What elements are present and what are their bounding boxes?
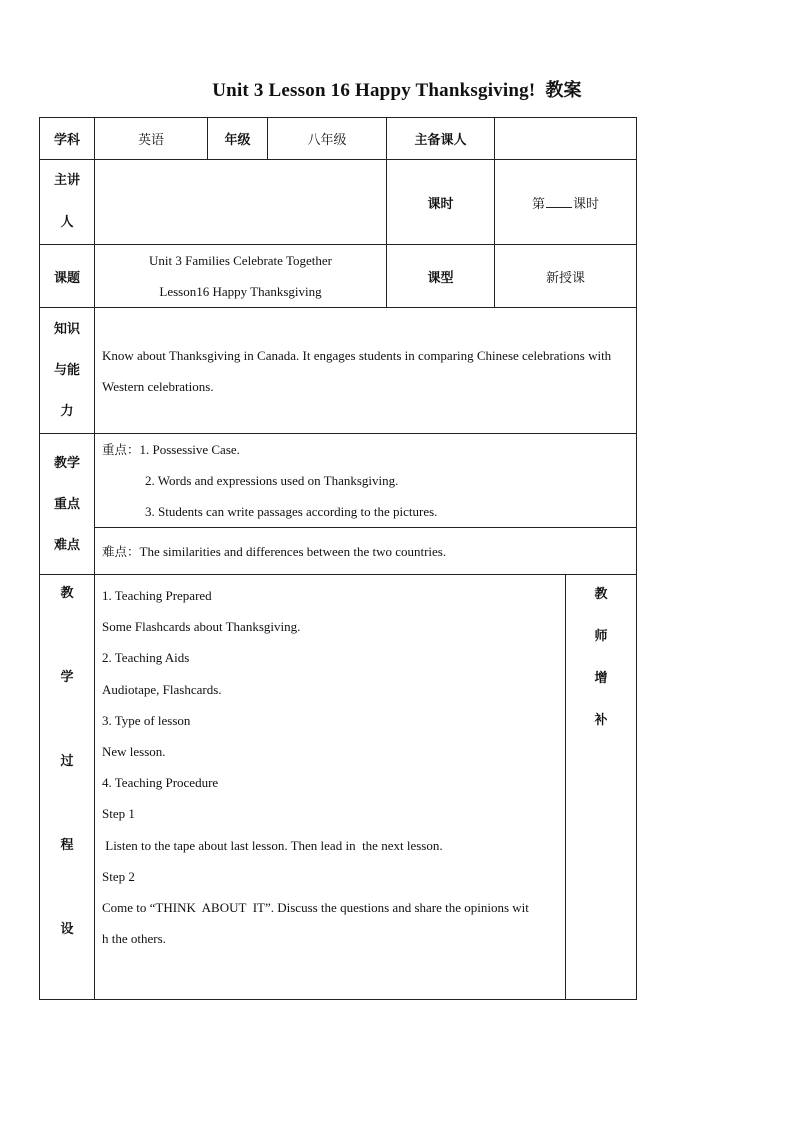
knowledge-label-line2: 与能 bbox=[53, 363, 80, 378]
knowledge-label-line3: 力 bbox=[60, 404, 74, 419]
knowledge-label bbox=[40, 308, 95, 434]
teacher-supplement-label bbox=[566, 575, 637, 1000]
key-point-1 bbox=[102, 434, 636, 465]
focus-label-line3: 难点 bbox=[53, 537, 80, 553]
title-english: Unit 3 Lesson 16 Happy Thanksgiving! bbox=[212, 80, 536, 101]
focus-label-line2: 重点 bbox=[53, 496, 80, 512]
process-label bbox=[40, 575, 95, 1000]
row-topic bbox=[40, 245, 637, 308]
process-line: 4. Teaching Procedure bbox=[102, 775, 219, 791]
lecturer-label-line2: 人 bbox=[60, 215, 74, 230]
period-blank bbox=[546, 195, 572, 208]
focus-label bbox=[40, 434, 95, 575]
page-title bbox=[0, 76, 794, 102]
lesson-plan-table bbox=[39, 117, 637, 1000]
preparer-value bbox=[495, 118, 637, 160]
process-label-char4: 程 bbox=[60, 838, 74, 853]
difficult-label: 难点： bbox=[102, 544, 140, 559]
process-line: Some Flashcards about Thanksgiving. bbox=[102, 619, 301, 635]
key-point-text-1: 1. Possessive Case. bbox=[139, 442, 240, 457]
row-key-points bbox=[40, 434, 637, 528]
row-lecturer bbox=[40, 160, 637, 245]
process-line: 1. Teaching Prepared bbox=[102, 588, 212, 603]
process-line: Step 1 bbox=[102, 806, 135, 822]
key-points-cell bbox=[95, 434, 637, 528]
process-content bbox=[95, 575, 566, 1000]
supplement-char1: 教 bbox=[594, 587, 608, 602]
process-label-char5: 设 bbox=[60, 922, 74, 937]
topic-label: 课题 bbox=[40, 245, 95, 308]
type-value: 新授课 bbox=[495, 245, 637, 308]
row-knowledge bbox=[40, 308, 637, 434]
period-value bbox=[495, 160, 637, 245]
process-label-char1: 教 bbox=[60, 586, 74, 601]
lecturer-value bbox=[95, 160, 387, 245]
topic-line1: Unit 3 Families Celebrate Together bbox=[149, 253, 332, 268]
grade-value: 八年级 bbox=[268, 118, 387, 160]
process-label-char3: 过 bbox=[60, 754, 74, 769]
supplement-char3: 增 bbox=[594, 671, 608, 686]
title-chinese: 教案 bbox=[545, 80, 582, 101]
supplement-char4: 补 bbox=[594, 713, 608, 728]
knowledge-text: Know about Thanksgiving in Canada. It engages students in comparing Chinese celebrations with Western celebrations. bbox=[95, 308, 637, 434]
row-process bbox=[40, 575, 637, 1000]
process-line: Listen to the tape about last lesson. Then lead in the next lesson. bbox=[102, 837, 443, 853]
period-suffix: 课时 bbox=[573, 196, 600, 212]
preparer-label: 主备课人 bbox=[387, 118, 495, 160]
process-line: h the others. bbox=[102, 931, 166, 947]
knowledge-label-line1: 知识 bbox=[53, 322, 80, 337]
difficult-text: The similarities and differences between the two countries. bbox=[139, 544, 447, 559]
topic-line2: Lesson16 Happy Thanksgiving bbox=[159, 284, 322, 299]
focus-label-line1: 教学 bbox=[53, 455, 80, 471]
process-line: Step 2 bbox=[102, 868, 135, 884]
lecturer-label-line1: 主讲 bbox=[53, 173, 80, 188]
process-label-char2: 学 bbox=[60, 670, 74, 685]
lecturer-label bbox=[40, 160, 95, 245]
grade-label: 年级 bbox=[208, 118, 268, 160]
period-prefix: 第 bbox=[531, 196, 545, 212]
supplement-char2: 师 bbox=[594, 629, 608, 644]
row-subject bbox=[40, 118, 637, 160]
key-label: 重点： bbox=[102, 442, 140, 457]
period-label: 课时 bbox=[387, 160, 495, 245]
subject-value: 英语 bbox=[95, 118, 208, 160]
process-line: Audiotape, Flashcards. bbox=[102, 681, 222, 697]
difficult-cell bbox=[95, 528, 637, 575]
topic-value bbox=[95, 245, 387, 308]
key-point-2: 2. Words and expressions used on Thanksgiving. bbox=[145, 473, 399, 488]
process-line: 2. Teaching Aids bbox=[102, 650, 190, 666]
process-line: New lesson. bbox=[102, 744, 166, 760]
process-line: Come to “THINK ABOUT IT”. Discuss the questions and share the opinions wit bbox=[102, 900, 529, 916]
subject-label: 学科 bbox=[40, 118, 95, 160]
type-label: 课型 bbox=[387, 245, 495, 308]
key-point-3: 3. Students can write passages according to the pictures. bbox=[145, 504, 438, 519]
row-difficult-points bbox=[40, 528, 637, 575]
process-line: 3. Type of lesson bbox=[102, 712, 191, 728]
